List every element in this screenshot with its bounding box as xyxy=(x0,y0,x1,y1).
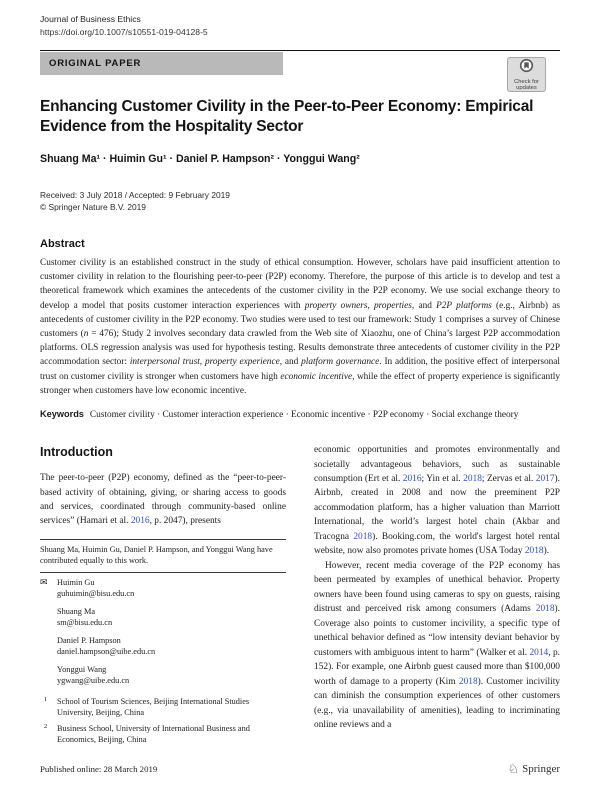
two-column-body xyxy=(40,443,560,750)
contact-entry xyxy=(40,635,286,657)
contact-rule xyxy=(40,572,286,573)
body-paragraph: economic opportunities and promotes environmentally and societally advantageous behaviors, such as sustainable consumption (Ert et al. 2016; Yin et al. 2018; Zervas et al. 2017). Airbnb, created in 2008 and now the preeminent P2P accommodation platform, has a higher valuation than Marriott International, the world’s largest hotel chain (Akbar and Tracogna 2018). Booking.com, the world's largest hotel rental website, now also promotes private homes (USA Today 2018). xyxy=(314,445,560,557)
contact-email[interactable]: sm@bisu.edu.cn xyxy=(57,617,113,627)
article-type-badge: ORIGINAL PAPER xyxy=(40,52,283,75)
contact-name: Shuang Ma xyxy=(57,606,96,616)
received-accepted-line: Received: 3 July 2018 / Accepted: 9 February 2019 xyxy=(40,189,230,200)
check-for-updates-button[interactable] xyxy=(507,57,546,92)
keywords-text: Customer civility · Customer interaction experience · Economic incentive · P2P economy · Social exchange theory xyxy=(89,410,519,421)
citation-link[interactable]: 2018 xyxy=(353,531,373,542)
footnote-rule xyxy=(40,539,286,540)
affiliation-entry: 2 Business School, University of International Business and Economics, Beijing, China xyxy=(44,722,250,744)
paper-title: Enhancing Customer Civility in the Peer-to-Peer Economy: Empirical Evidence from the Hospitality Sector xyxy=(40,98,534,136)
author-list: Shuang Ma¹ · Huimin Gu¹ · Daniel P. Hampson² · Yonggui Wang² xyxy=(40,152,360,165)
contact-email[interactable]: ygwang@uibe.edu.cn xyxy=(57,675,130,685)
citation-link[interactable]: 2016 xyxy=(402,474,422,484)
affiliation-text: Business School, University of International Business and Economics, Beijing, China xyxy=(57,723,250,744)
contact-name: Yonggui Wang xyxy=(57,664,107,674)
crossmark-icon xyxy=(519,58,534,78)
citation-link[interactable]: 2018 xyxy=(535,604,555,615)
contact-email[interactable]: daniel.hampson@uibe.edu.cn xyxy=(57,646,156,656)
citation-link[interactable]: 2018 xyxy=(524,546,544,557)
contact-entry xyxy=(40,606,286,628)
contact-entry xyxy=(40,664,286,686)
contact-email[interactable]: guhuimin@bisu.edu.cn xyxy=(57,588,135,598)
journal-name: Journal of Business Ethics xyxy=(40,14,141,24)
abstract-heading: Abstract xyxy=(40,237,85,250)
citation-link[interactable]: 2018 xyxy=(458,676,478,687)
abstract-text: Customer civility is an established construct in the study of ethical consumption. However, scholars have paid insufficient attention to customer civility in relation to the flourishing peer-to-peer (P2P) economy. Therefore, the purpose of this article is to develop and test a theoretical framework which examines the antecedents of the customer civility in the P2P economy. We use social exchange theory to develop a model that posits customer interaction experiences with property owners, properties, and P2P platforms (e.g., Airbnb) as antecedents of customer civility in the P2P economy. Two studies were used to test our framework: Study 1 comprises a survey of Chinese customers (n = 476); Study 2 involves secondary data crawled from the Web site of Xiaozhu, one of China’s largest P2P accommodation platforms. OLS regression analysis was used for hypothesis testing. Results demonstrate three antecedents of customer civility in the P2P accommodation sector: interpersonal trust, property experience, and platform governance. In addition, the positive effect of interpersonal trust on customer civility is stronger when customers have high economic incentive, while the effect of property experience is significantly stronger when customers have low economic incentive. xyxy=(40,257,561,396)
check-badge-label: Check for updates xyxy=(514,78,539,91)
affiliation-text: School of Tourism Sciences, Beijing International Studies University, Beijing, China xyxy=(57,696,250,717)
publisher-name: Springer xyxy=(522,762,560,775)
citation-link[interactable]: 2016 xyxy=(130,516,150,527)
left-column xyxy=(40,443,286,750)
keywords-label: Keywords xyxy=(40,409,84,420)
body-paragraph: However, recent media coverage of the P2P economy has been permeated by examples of unethical behavior. Property owners have been found using cameras to spy on guests, raising distrust and perceived risk among consumers (Adams 2018). Coverage also points to customer incivility, a specific type of unethical behavior defined as “low intensity deviant behavior by customers with ambiguous intent to harm” (Walker et al. 2014, p. 152). For example, one Airbnb guest caused more than $100,000 worth of damage to a property (Kim 2018). Customer incivility can diminish the consumption experiences of other customers (e.g., via unavailability of amenities), leading to incriminating online reviews and a xyxy=(314,560,560,731)
springer-knight-icon: ♘ xyxy=(507,761,520,776)
article-type-row xyxy=(40,51,560,91)
doi-link[interactable]: https://doi.org/10.1007/s10551-019-04128-5 xyxy=(40,27,208,37)
contact-name: Daniel P. Hampson xyxy=(57,635,121,645)
contact-corresponding xyxy=(40,577,286,599)
footnote-block xyxy=(40,539,286,750)
equal-contribution-note: Shuang Ma, Huimin Gu, Daniel P. Hampson, and Yonggui Wang have contributed equally to this work. xyxy=(40,544,273,565)
citation-link[interactable]: 2017 xyxy=(535,474,555,484)
citation-link[interactable]: 2014 xyxy=(529,647,549,658)
introduction-heading: Introduction xyxy=(40,445,113,460)
contact-name: Huimin Gu xyxy=(57,577,95,587)
affiliation-entry: 1 School of Tourism Sciences, Beijing International Studies University, Beijing, China xyxy=(44,695,250,717)
keywords-line xyxy=(40,408,560,423)
envelope-icon: ✉ xyxy=(40,576,48,587)
citation-link[interactable]: 2018 xyxy=(463,474,482,484)
copyright-line: © Springer Nature B.V. 2019 xyxy=(40,201,146,212)
publisher-logo xyxy=(507,762,560,775)
introduction-paragraph: The peer-to-peer (P2P) economy, defined as the “peer-to-peer-based activity of obtaining, giving, or sharing access to goods and services, coordinated through community-based online services” (Hamari et al. 2016, p. 2047), presents xyxy=(40,473,286,527)
affiliation-list xyxy=(40,696,286,745)
page-footer xyxy=(40,762,560,775)
right-column xyxy=(314,443,560,750)
published-online-line: Published online: 28 March 2019 xyxy=(40,763,158,774)
